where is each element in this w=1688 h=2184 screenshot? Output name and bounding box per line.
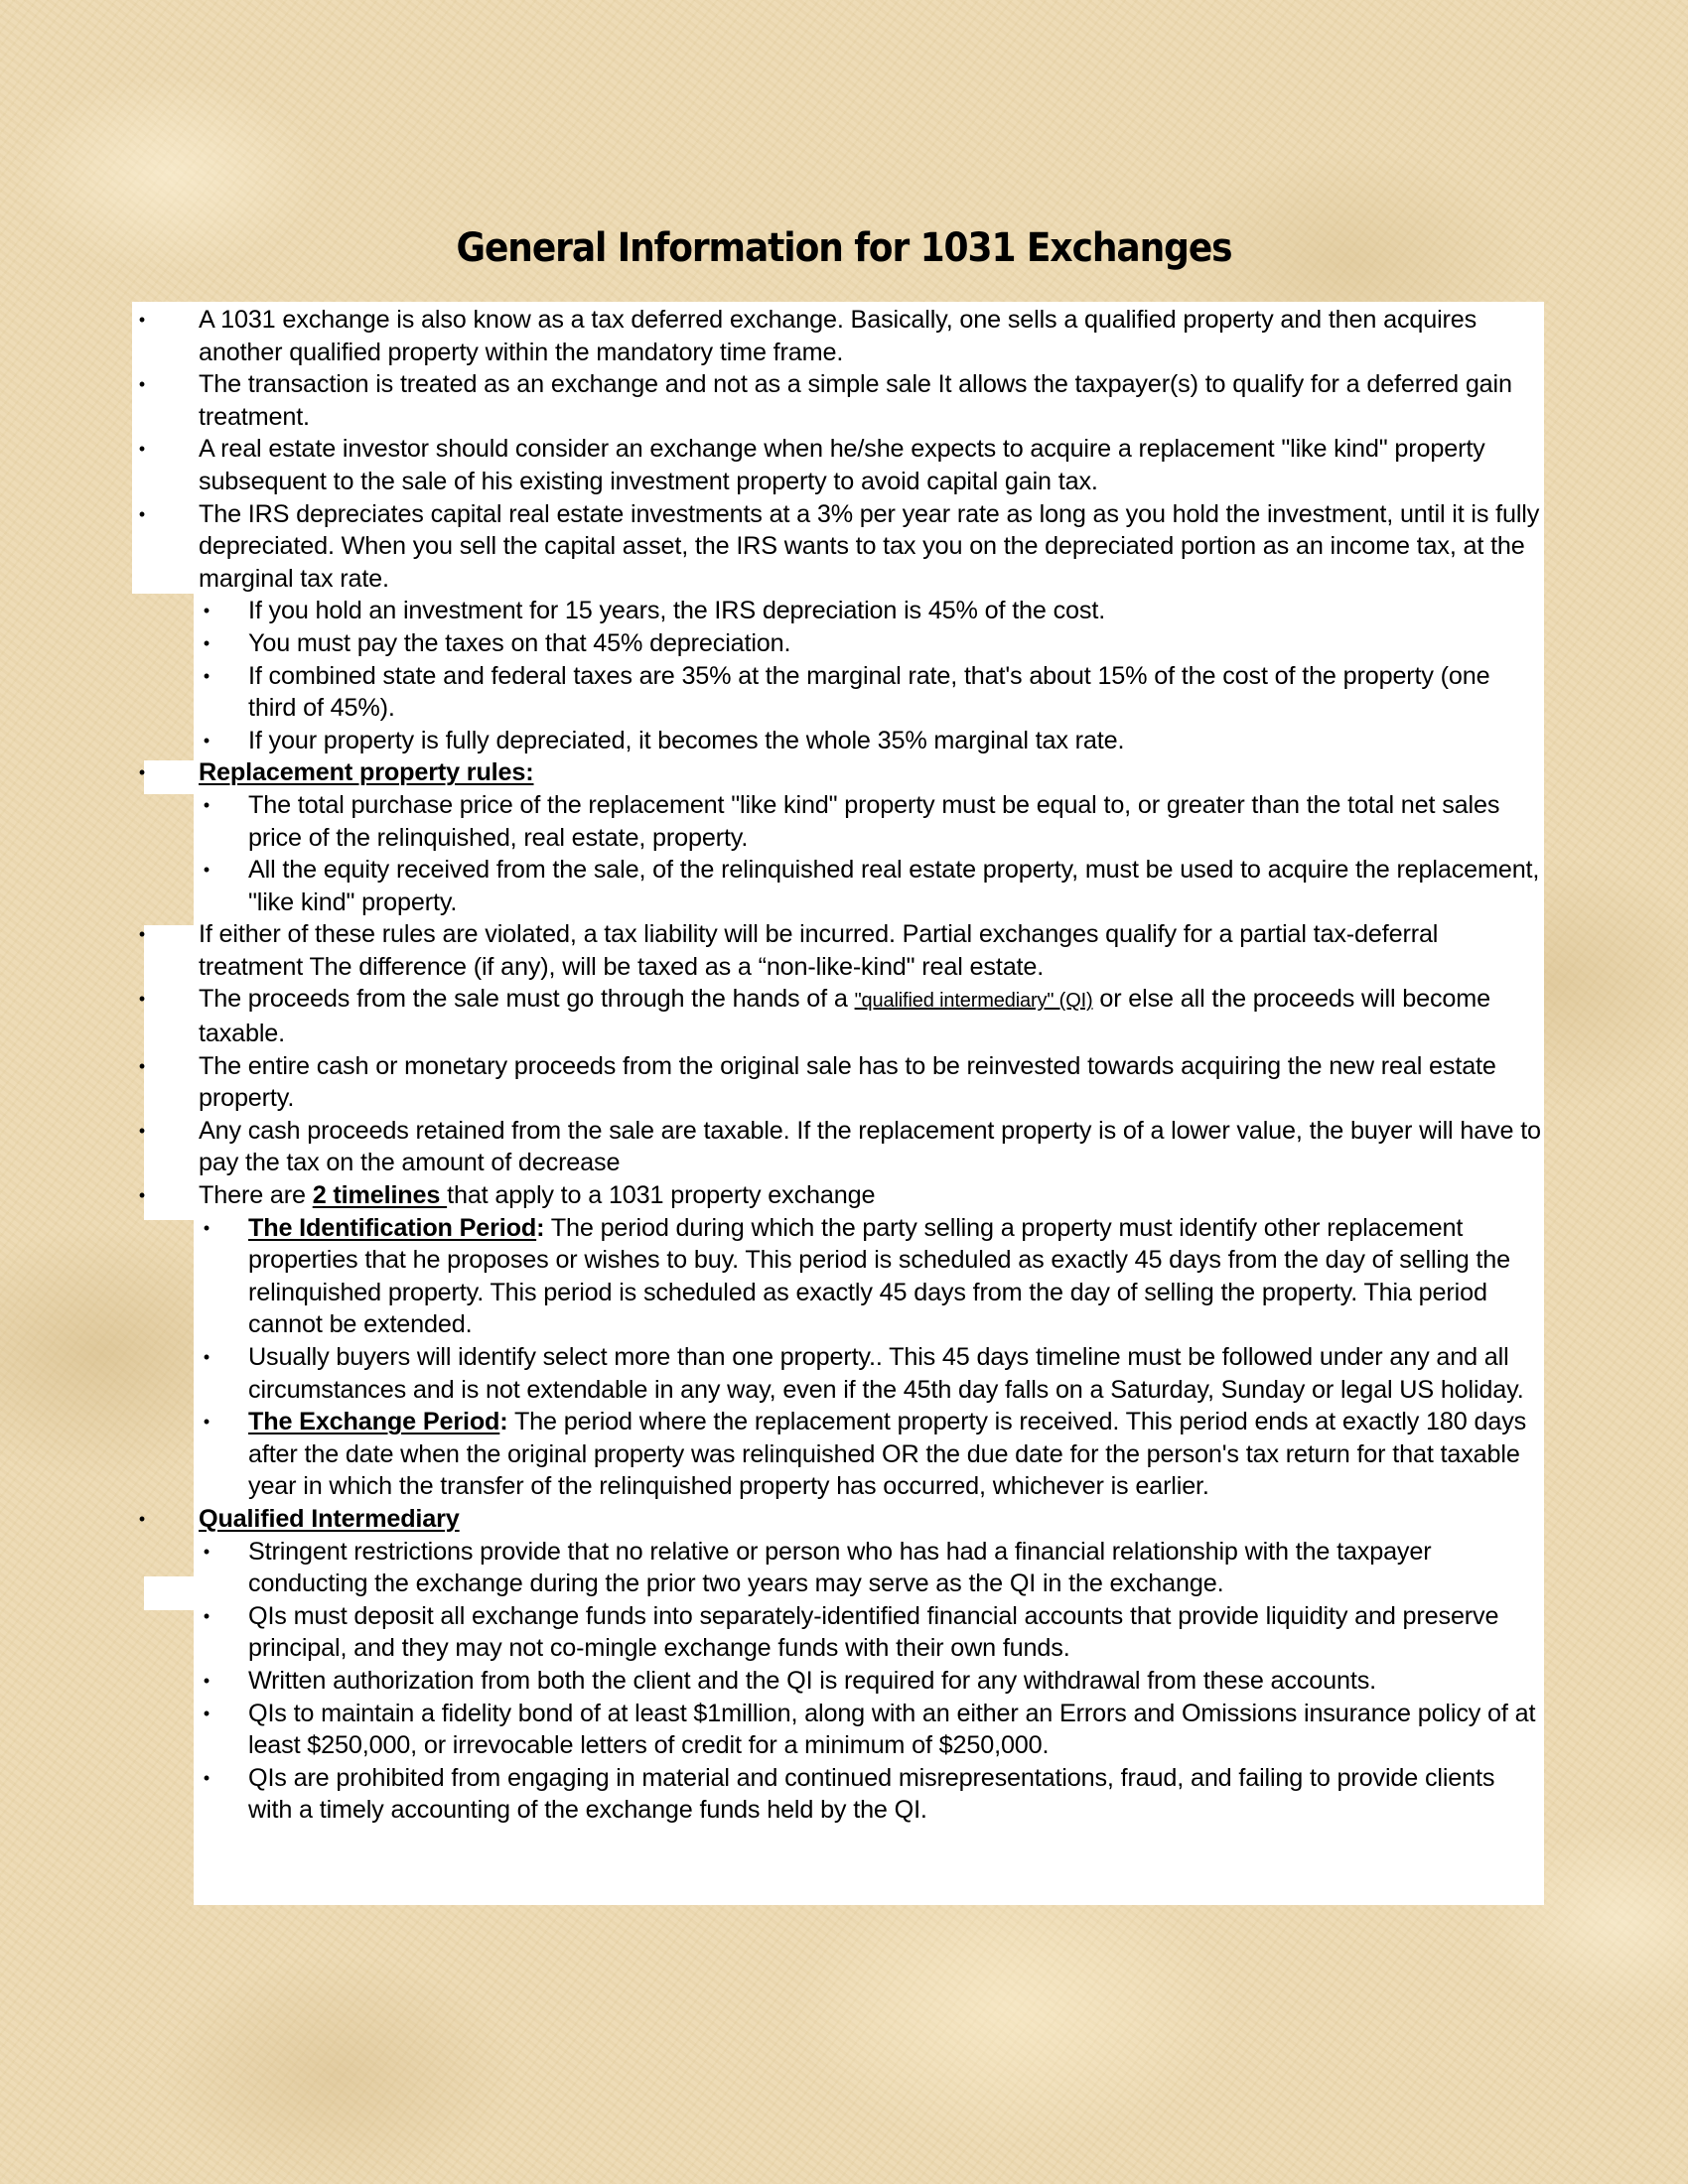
sub-list-item (0, 627, 1541, 660)
sub-list-item (0, 1406, 1541, 1503)
identification-period-label: The Identification Period (248, 1213, 537, 1242)
qualified-intermediary-link[interactable]: "qualified intermediary" (QI) (854, 990, 1093, 1013)
bullet-icon: • (203, 1347, 211, 1367)
page-title: General Information for 1031 Exchanges (456, 224, 1232, 271)
sub-list-item (0, 1212, 1541, 1341)
bullet-icon: • (138, 924, 146, 945)
section-heading-replacement-rules: Replacement property rules: (199, 758, 534, 787)
bullet-text: The proceeds from the sale must go through the hands of a (199, 985, 855, 1014)
bullet-text: A real estate investor should consider an exchange when he/she expects to acquire a replacement "like kind" property subsequent to the sale of his existing investment property to avoid capital gain tax. (199, 435, 1485, 495)
bullet-icon: • (203, 1703, 211, 1723)
bullet-icon: • (138, 1120, 146, 1141)
bullet-text: QIs to maintain a fidelity bond of at least $1million, along with an either an Errors and Omissions insurance policy of at least $250,000, or irrevocable letters of credit for a minimum of $250,000. (248, 1699, 1536, 1760)
list-item (0, 1179, 1541, 1212)
bullet-icon: • (203, 632, 211, 653)
bullet-text: All the equity received from the sale, of the relinquished real estate property, must be used to acquire the replacement, "like kind" property. (248, 856, 1540, 916)
bullet-text: Usually buyers will identify select more than one property.. This 45 days timeline must be followed under any and all circumstances and is not extendable in any way, even if the 45th day falls on a Saturday, Sunday or legal US holiday. (248, 1343, 1524, 1404)
bullet-text: Stringent restrictions provide that no relative or person who has had a financial relationship with the taxpayer conducting the exchange during the prior two years may serve as the QI in the exchange. (248, 1537, 1432, 1598)
bullet-icon: • (203, 1412, 211, 1433)
sub-list-item (0, 1762, 1541, 1827)
sub-list-item (0, 1698, 1541, 1762)
sub-list-item (0, 1665, 1541, 1698)
sub-list-item (0, 1341, 1541, 1406)
bullet-text: The IRS depreciates capital real estate investments at a 3% per year rate as long as you hold the investment, until it is fully depreciated. When you sell the capital asset, the IRS wants to tax you on the depreciated portion as an income tax, at the marginal tax rate. (199, 499, 1540, 593)
list-item (0, 1503, 1541, 1536)
timelines-emphasis: 2 timelines (312, 1181, 448, 1210)
bullet-icon: • (138, 1508, 146, 1529)
bullet-text: If either of these rules are violated, a tax liability will be incurred. Partial exchanges qualify for a partial tax-deferral treatment The difference (if any), will be taxed as a “non-like-kind" real estate. (199, 920, 1439, 981)
list-item (0, 983, 1541, 1049)
bullet-icon: • (138, 310, 146, 330)
bullet-icon: • (203, 1217, 211, 1238)
bullet-icon: • (203, 1605, 211, 1626)
bullet-text: There are (199, 1181, 313, 1210)
bullet-text: The period where the replacement property is received. This period ends at exactly 180 days after the date when the original property was relinquished OR the due date for the person's tax return for that taxable year in which the transfer of the relinquished property has occurred, whichever is earlier. (248, 1408, 1527, 1501)
bullet-icon: • (138, 1055, 146, 1076)
bullet-text: The total purchase price of the replacement "like kind" property must be equal to, or greater than the total net sales price of the relinquished, real estate, property. (248, 790, 1500, 852)
list-item (0, 368, 1541, 433)
list-item (0, 756, 1541, 789)
list-item (0, 498, 1541, 596)
bullet-icon: • (203, 1670, 211, 1691)
bullet-text: Any cash proceeds retained from the sale are taxable. If the replacement property is of a lower value, the buyer will have to pay the tax on the amount of decrease (199, 1116, 1541, 1177)
sub-list-item (0, 854, 1541, 918)
list-item (0, 304, 1541, 368)
sub-list-item (0, 595, 1541, 627)
bullet-text: If you hold an investment for 15 years, the IRS depreciation is 45% of the cost. (248, 597, 1106, 625)
bullet-text: You must pay the taxes on that 45% depreciation. (248, 628, 791, 657)
bullet-text: The entire cash or monetary proceeds from the original sale has to be reinvested towards acquiring the new real estate property. (199, 1051, 1496, 1113)
bullet-text: QIs are prohibited from engaging in material and continued misrepresentations, fraud, and failing to provide clients with a timely accounting of the exchange funds held by the QI. (248, 1763, 1495, 1825)
bullet-icon: • (138, 439, 146, 460)
bullet-icon: • (203, 794, 211, 815)
bullet-icon: • (138, 503, 146, 524)
sub-list-item (0, 660, 1541, 725)
exchange-period-label: The Exchange Period (248, 1408, 500, 1436)
list-item (0, 433, 1541, 497)
sub-list-item (0, 1536, 1541, 1600)
sub-list-item (0, 725, 1541, 757)
bullet-icon: • (203, 1767, 211, 1788)
label-colon: : (499, 1408, 508, 1436)
bullet-icon: • (203, 601, 211, 621)
bullet-icon: • (138, 1185, 146, 1206)
bullet-icon: • (138, 989, 146, 1010)
sub-list-item (0, 789, 1541, 854)
bullet-icon: • (203, 730, 211, 751)
bullet-icon: • (203, 665, 211, 686)
bullet-text: The transaction is treated as an exchange and not as a simple sale It allows the taxpayer(s) to qualify for a deferred gain treatment. (199, 370, 1512, 431)
bullet-text: or else all the proceeds will become taxable. (199, 985, 1490, 1048)
sub-list-item (0, 1600, 1541, 1665)
section-heading-qualified-intermediary: Qualified Intermediary (199, 1504, 460, 1533)
bullet-icon: • (203, 860, 211, 881)
bullet-icon: • (138, 374, 146, 395)
bullet-text: If combined state and federal taxes are 35% at the marginal rate, that's about 15% of the cost of the property (one third of 45%). (248, 661, 1490, 723)
label-colon: : (536, 1213, 545, 1242)
bullet-text: A 1031 exchange is also know as a tax deferred exchange. Basically, one sells a qualified property and then acquires another qualified property within the mandatory time frame. (199, 306, 1477, 366)
document-body (0, 304, 1688, 1827)
bullet-icon: • (203, 1541, 211, 1562)
bullet-text: that apply to a 1031 property exchange (447, 1181, 876, 1210)
bullet-icon: • (138, 762, 146, 783)
list-item (0, 1115, 1541, 1179)
bullet-text: If your property is fully depreciated, it becomes the whole 35% marginal tax rate. (248, 726, 1125, 754)
list-item (0, 918, 1541, 983)
bullet-text: Written authorization from both the client and the QI is required for any withdrawal from these accounts. (248, 1666, 1376, 1695)
bullet-text: The period during which the party selling a property must identify other replacement properties that he proposes or wishes to buy. This period is scheduled as exactly 45 days from the day of selling the relinquished property. This period is scheduled as exactly 45 days from the day of selling the property. Thia period cannot be extended. (248, 1213, 1510, 1339)
bullet-text: QIs must deposit all exchange funds into separately-identified financial accounts that provide liquidity and preserve principal, and they may not co-mingle exchange funds with their own funds. (248, 1601, 1499, 1663)
list-item (0, 1050, 1541, 1115)
